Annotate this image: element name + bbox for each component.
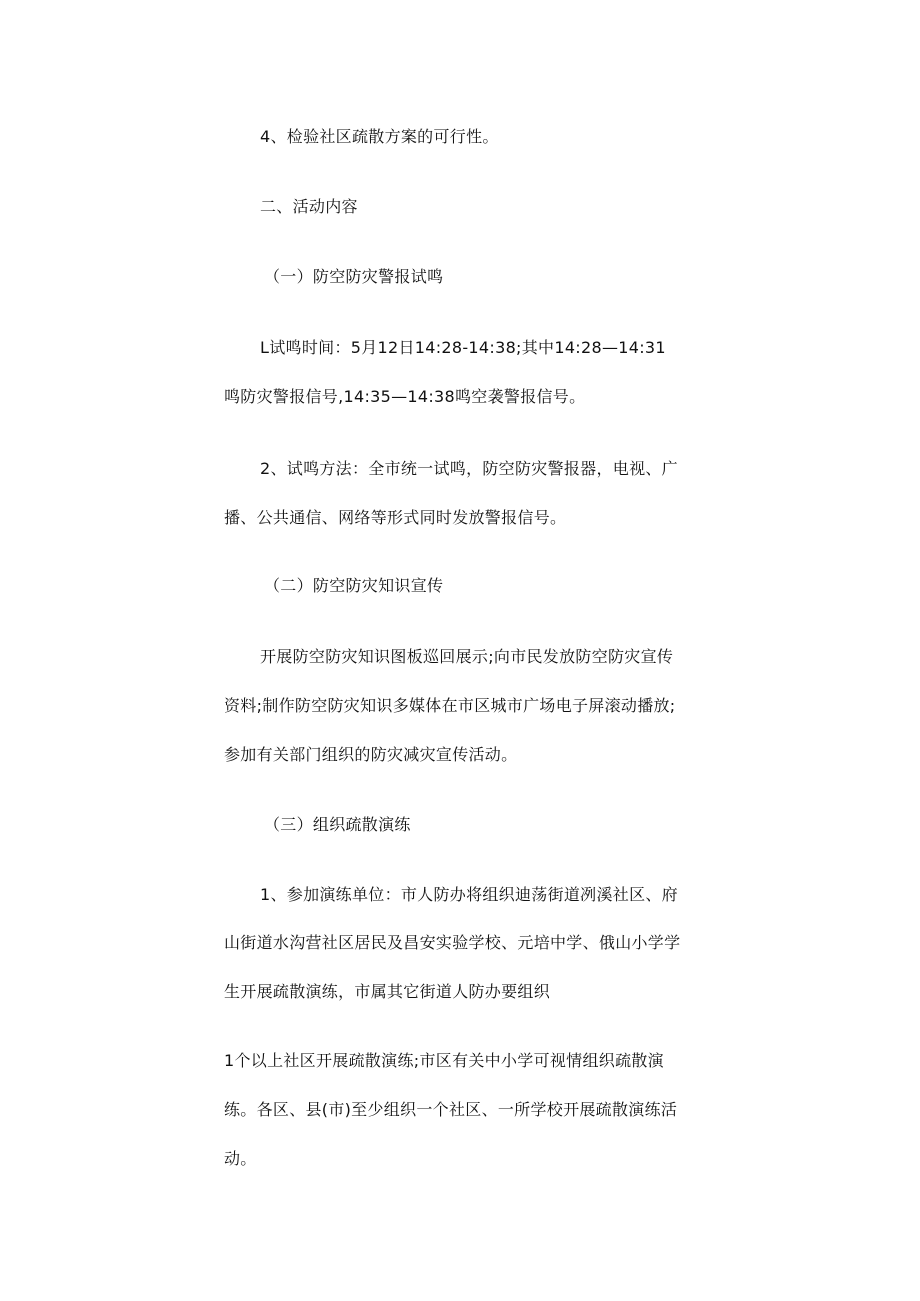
subsection-1-heading: （一）防空防灾警报试鸣 xyxy=(264,267,444,286)
sub3-p1-line3: 生开展疏散演练，市属其它街道人防办要组织 xyxy=(224,982,551,1001)
sub1-p2-line1: 2、试鸣方法：全市统一试鸣，防空防灾警报器，电视、广 xyxy=(260,459,678,478)
sub2-p1-line2: 资料;制作防空防灾知识多媒体在市区城市广场电子屏滚动播放; xyxy=(224,696,676,715)
sub2-p1-line3: 参加有关部门组织的防灾减灾宣传活动。 xyxy=(224,745,518,764)
sub1-p1-line2: 鸣防灾警报信号,14:35—14:38鸣空袭警报信号。 xyxy=(224,387,586,406)
sub1-p2-line2: 播、公共通信、网络等形式同时发放警报信号。 xyxy=(224,508,567,527)
sub3-p2-line1: 1个以上社区开展疏散演练;市区有关中小学可视情组织疏散演 xyxy=(224,1051,664,1070)
sub2-p1-line1: 开展防空防灾知识图板巡回展示;向市民发放防空防灾宣传 xyxy=(260,647,674,666)
sub3-p2-line2: 练。各区、县(市)至少组织一个社区、一所学校开展疏散演练活 xyxy=(224,1100,678,1119)
sub3-p1-line2: 山街道水沟营社区居民及昌安实验学校、元培中学、俄山小学学 xyxy=(224,933,681,952)
sub3-p1-line1: 1、参加演练单位：市人防办将组织迪荡街道冽溪社区、府 xyxy=(260,885,678,904)
subsection-3-heading: （三）组织疏散演练 xyxy=(264,815,411,834)
sub1-p1-line1: L试鸣时间：5月12日14:28-14:38;其中14:28—14:31 xyxy=(260,338,666,357)
sub3-p2-line3: 动。 xyxy=(224,1149,257,1168)
item-4-text: 4、检验社区疏散方案的可行性。 xyxy=(260,127,499,146)
section-2-heading: 二、活动内容 xyxy=(260,197,358,216)
subsection-2-heading: （二）防空防灾知识宣传 xyxy=(264,576,444,595)
